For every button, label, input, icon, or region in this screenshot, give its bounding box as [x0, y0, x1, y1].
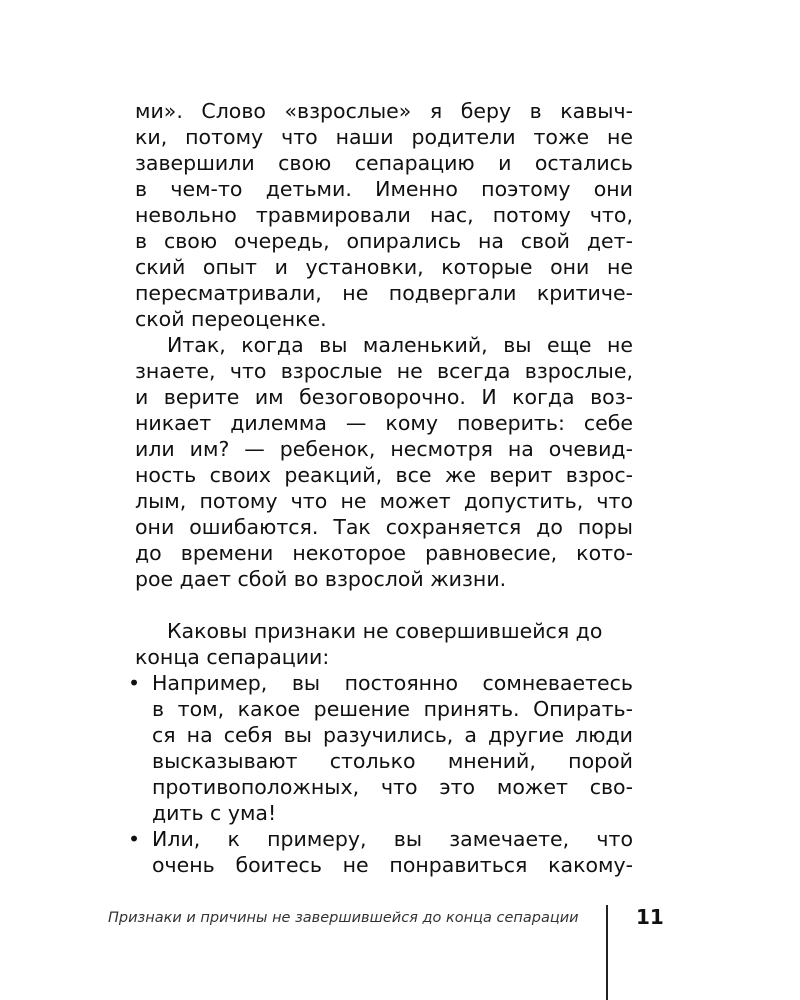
text-line: невольно травмировали нас, потому что,	[135, 203, 633, 227]
text-line: и верите им безоговорочно. И когда воз-	[135, 385, 633, 409]
paragraph-spacer	[135, 592, 633, 618]
text-line: или им? — ребенок, несмотря на очевид-	[135, 437, 633, 461]
text-line: ки, потому что наши родители тоже не	[135, 125, 633, 149]
text-line: пересматривали, не подвергали критиче-	[135, 281, 633, 305]
text-line: Например, вы постоянно сомневаетесь	[152, 671, 633, 695]
text-line: знаете, что взрослые не всегда взрослые,	[135, 359, 633, 383]
text-line: в том, какое решение принять. Опирать-	[152, 697, 633, 721]
footer-divider	[606, 905, 608, 1000]
text-line: противоположных, что это может сво-	[152, 775, 633, 799]
text-line: в свою очередь, опирались на свой дет-	[135, 229, 633, 253]
text-line: очень боитесь не понравиться какому-	[152, 853, 633, 877]
text-line: конца сепарации:	[135, 645, 330, 669]
paragraph-1	[135, 98, 633, 332]
bullet-marker: •	[128, 827, 141, 851]
text-line: они ошибаются. Так сохраняется до поры	[135, 515, 633, 539]
bullet-marker: •	[128, 671, 141, 695]
paragraph-3	[135, 618, 633, 670]
text-line: никает дилемма — кому поверить: себе	[135, 411, 633, 435]
text-line: рое дает сбой во взрослой жизни.	[135, 567, 507, 591]
text-line: завершили свою сепарацию и остались	[135, 151, 633, 175]
paragraph-2	[135, 332, 633, 592]
text-line: ность своих реакций, все же верит взрос-	[135, 463, 633, 487]
text-line: ской переоценке.	[135, 307, 327, 331]
text-line: дить с ума!	[152, 801, 277, 825]
text-line: Каковы признаки не совершившейся до	[167, 619, 603, 643]
text-line: ский опыт и установки, которые они не	[135, 255, 633, 279]
page-body-text	[128, 98, 633, 878]
text-line: Или, к примеру, вы замечаете, что	[152, 827, 633, 851]
text-line: ся на себя вы разучились, а другие люди	[152, 723, 633, 747]
running-title: Признаки и причины не завершившейся до конца сепарации	[108, 910, 579, 926]
text-line: высказывают столько мнений, порой	[152, 749, 633, 773]
text-line: в чем-то детьми. Именно поэтому они	[135, 177, 633, 201]
bullet-item-2	[128, 826, 633, 878]
text-line: ми». Слово «взрослые» я беру в кавыч-	[135, 99, 633, 123]
text-line: до времени некоторое равновесие, кото-	[135, 541, 633, 565]
text-line: лым, потому что не может допустить, что	[135, 489, 633, 513]
bullet-item-1	[128, 670, 633, 826]
text-line: Итак, когда вы маленький, вы еще не	[167, 333, 633, 357]
page-number: 11	[636, 905, 664, 929]
